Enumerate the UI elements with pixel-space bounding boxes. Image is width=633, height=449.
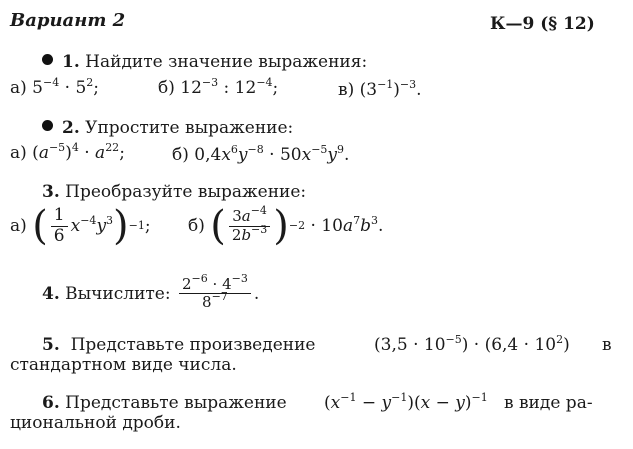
task-5-line1: 5. Представьте произведение $(3,5 \cdot 10^{-5}) \cdot (6,4 \cdot 10^2)$ в <box>42 333 612 355</box>
task-3-title: 3. Преобразуйте выражение: <box>42 182 307 202</box>
task-1c: в) $(3^{-1})^{-3}$. <box>338 78 422 100</box>
work-code: К—9 (§ 12) <box>490 14 595 34</box>
bullet-icon <box>42 120 53 131</box>
task-4: 4. Вычислите: $\frac{2^{-6} \cdot 4^{-3}}{8^{-7}}$ . <box>42 272 260 312</box>
task-1-title: 1. Найдите значение выражения: <box>42 52 367 72</box>
task-6-line1: 6. Представьте выражение $(x^{-1} - y^{-1})(x - y)^{-1}$ в виде ра- <box>42 391 593 413</box>
task-3a: а) ( $\frac{1}{6}$ $x^{-4}y^3$ ) −1 ; <box>10 203 151 250</box>
bullet-icon <box>42 54 53 65</box>
task-2b: б) $0,4x^6y^{-8} \cdot 50x^{-5}y^9$. <box>172 143 350 165</box>
task-1a: а) $5^{-4} \cdot 5^2$; <box>10 76 99 98</box>
task-1b: б) $12^{-3}$ : $12^{-4}$; <box>158 76 279 98</box>
task-2-title: 2. Упростите выражение: <box>42 118 293 138</box>
task-2a: а) $(a^{-5})^4 \cdot a^{22}$; <box>10 141 125 163</box>
task-3b: б) ( $\frac{3a^{-4}}{2b^{-3}}$ ) −2 · $10a^7b^3$. <box>188 203 384 249</box>
task-6-line2: циональной дроби. <box>10 413 181 433</box>
variant-title: Вариант 2 <box>10 10 126 31</box>
task-5-line2: стандартном виде числа. <box>10 355 237 375</box>
